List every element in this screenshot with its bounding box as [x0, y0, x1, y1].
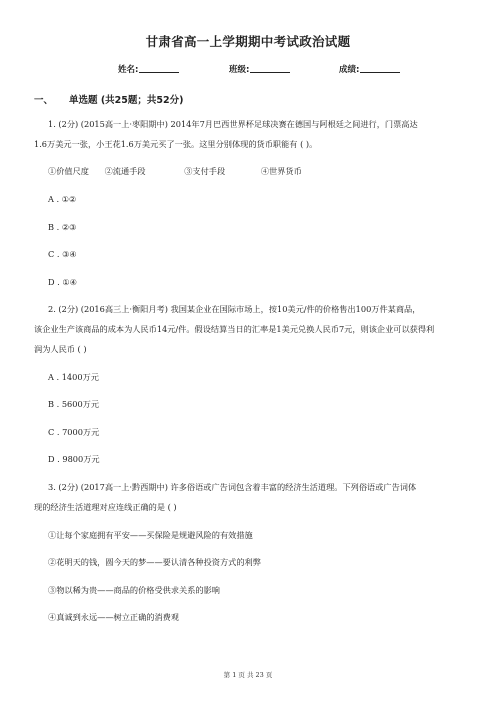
question-2-line-3: 润为人民币 ( ): [34, 344, 87, 354]
class-field[interactable]: [229, 63, 290, 75]
question-2-option-a[interactable]: A . 1400万元: [48, 372, 99, 382]
question-1-line-2: 1.6万美元一张，小王花1.6万美元买了一张。这里分别体现的货币职能有 ( )。: [34, 139, 318, 149]
question-2-option-c[interactable]: C . 7000万元: [48, 427, 100, 437]
question-3-item-4: ④真诚到永远——树立正确的消费观: [48, 612, 180, 622]
choice-item: ②流通手段: [104, 166, 146, 176]
question-1-option-a[interactable]: A . ①②: [48, 194, 77, 204]
question-2-line-1: 2. (2分) (2016高三上·衡阳月考) 我国某企业在国际市场上，按10美元/件的价格售出100万件某商品，: [48, 304, 421, 314]
score-label: 成绩:: [339, 65, 360, 75]
question-2-option-b[interactable]: B . 5600万元: [48, 399, 100, 409]
class-label: 班级:: [229, 65, 250, 75]
name-blank[interactable]: [139, 63, 179, 73]
question-3-item-2: ②花明天的钱，圆今天的梦——要认清各种投资方式的利弊: [48, 557, 261, 567]
question-2-line-2: 该企业生产该商品的成本为人民币14元/件。假设结算当日的汇率是1美元兑换人民币7元，则该企业可以获得利: [34, 324, 435, 334]
question-3-item-1: ①让每个家庭拥有平安——买保险是规避风险的有效措施: [48, 530, 253, 540]
section-number: 一、: [34, 95, 54, 106]
page-footer: 第 1 页 共 23 页: [223, 671, 273, 679]
question-3-item-3: ③物以稀为贵——商品的价格受供求关系的影响: [48, 585, 220, 595]
question-1-option-b[interactable]: B . ②③: [48, 222, 77, 232]
choice-item: ④世界货币: [260, 166, 302, 176]
class-blank[interactable]: [250, 63, 290, 73]
choice-item: ①价值尺度: [48, 166, 89, 176]
student-info-row: [0, 63, 496, 77]
choice-item: ③支付手段: [184, 166, 226, 176]
question-1-line-1: 1. (2分) (2015高一上·枣阳期中) 2014年7月巴西世界杯足球决赛在德国与阿根廷之间进行，门票高达: [48, 119, 418, 129]
document-title: 甘肃省高一上学期期中考试政治试题: [145, 34, 351, 49]
name-field[interactable]: [118, 63, 179, 75]
question-1-option-d[interactable]: D . ①④: [48, 277, 78, 287]
name-label: 姓名:: [118, 65, 139, 75]
question-1-option-c[interactable]: C . ③④: [48, 249, 77, 259]
section-heading: [34, 92, 183, 106]
question-1-choices: [48, 165, 302, 177]
score-field[interactable]: [339, 63, 400, 75]
question-2-option-d[interactable]: D . 9800万元: [48, 454, 100, 464]
question-3-line-2: 现的经济生活道理对应连线正确的是 ( ): [34, 502, 177, 512]
score-blank[interactable]: [360, 63, 400, 73]
question-3-line-1: 3. (2分) (2017高一上·黔西期中) 许多俗语或广告词包含着丰富的经济生活道理。下列俗语或广告词体: [48, 482, 417, 492]
section-title: 单选题 (共25题；共52分): [69, 95, 184, 106]
